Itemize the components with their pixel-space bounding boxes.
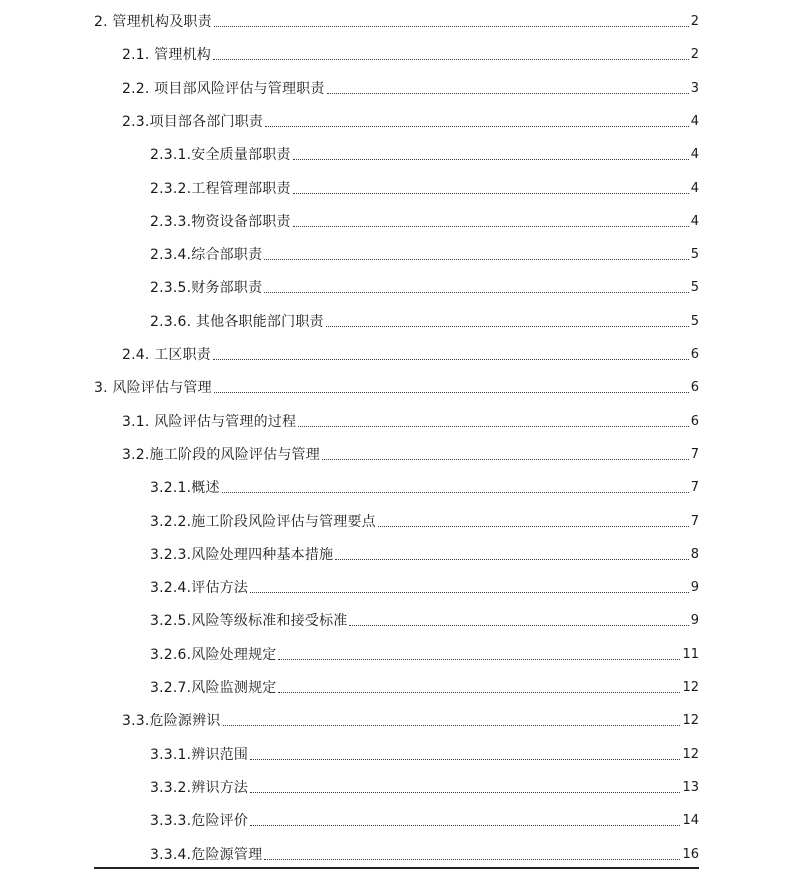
- toc-entry[interactable]: [150, 608, 699, 630]
- toc-page-number: 12: [682, 746, 699, 762]
- toc-entry[interactable]: [150, 775, 699, 797]
- toc-page-number: 4: [690, 113, 699, 129]
- toc-page-number: 12: [682, 680, 699, 695]
- toc-page-number: 7: [690, 446, 699, 462]
- toc-entry[interactable]: [150, 542, 699, 564]
- toc-entry-title: 2.3.项目部各部门职责: [122, 113, 264, 130]
- toc-page-number: 5: [690, 313, 699, 329]
- toc-entry-title: 2.2. 项目部风险评估与管理职责: [122, 80, 325, 97]
- toc-dot-leader: [250, 792, 680, 793]
- toc-dot-leader: [222, 492, 689, 493]
- toc-entry-title: 3.2.5.风险等级标准和接受标准: [150, 613, 348, 630]
- toc-page-number: 7: [690, 513, 699, 529]
- toc-page-number: 4: [690, 180, 699, 196]
- toc-entry-title: 2.3.2.工程管理部职责: [150, 180, 291, 197]
- toc-entry-title: 2.3.1.安全质量部职责: [150, 147, 291, 164]
- toc-entry-title: 2.3.5.财务部职责: [150, 280, 263, 297]
- toc-dot-leader: [326, 326, 689, 327]
- toc-dot-leader: [322, 459, 689, 460]
- toc-entry-title: 3.2.7.风险监测规定: [150, 680, 277, 696]
- toc-dot-leader: [293, 159, 689, 160]
- toc-page-number: 6: [690, 347, 699, 362]
- toc-entry-title: 3.3.危险源辨识: [122, 713, 221, 730]
- toc-entry[interactable]: [150, 675, 699, 697]
- toc-dot-leader: [293, 193, 689, 194]
- toc-dot-leader: [335, 559, 688, 560]
- toc-page-number: 16: [682, 846, 699, 862]
- toc-page-number: 2: [690, 14, 699, 29]
- toc-entry[interactable]: [150, 309, 699, 331]
- page-bottom-rule: [94, 867, 699, 869]
- toc-entry[interactable]: [150, 642, 699, 664]
- toc-page-number: 11: [682, 646, 699, 662]
- toc-entry[interactable]: [122, 409, 699, 431]
- toc-page-number: 6: [690, 413, 699, 429]
- toc-page-number: 4: [690, 213, 699, 229]
- toc-entry[interactable]: [150, 242, 699, 264]
- toc-entry[interactable]: [94, 375, 699, 397]
- toc-dot-leader: [293, 226, 689, 227]
- toc-dot-leader: [250, 825, 680, 826]
- toc-entry-title: 3.3.1.辨识范围: [150, 746, 249, 763]
- toc-entry-title: 3. 风险评估与管理: [94, 380, 212, 397]
- toc-dot-leader: [213, 359, 689, 360]
- toc-page-number: 5: [690, 247, 699, 263]
- toc-page-number: 5: [690, 280, 699, 296]
- toc-entry[interactable]: [150, 475, 699, 497]
- toc-page-number: 4: [690, 147, 699, 163]
- toc-entry[interactable]: [122, 42, 699, 64]
- toc-entry-title: 3.3.3.危险评价: [150, 813, 249, 830]
- toc-entry[interactable]: [122, 442, 699, 464]
- toc-page-number: 8: [690, 546, 699, 562]
- toc-page-number: 9: [690, 580, 699, 596]
- toc-entry[interactable]: [150, 275, 699, 297]
- toc-entry-title: 2.3.4.综合部职责: [150, 247, 263, 264]
- toc-entry-title: 3.2.施工阶段的风险评估与管理: [122, 446, 320, 463]
- toc-dot-leader: [213, 59, 689, 60]
- toc-entry-title: 3.2.6.风险处理规定: [150, 646, 277, 663]
- toc-entry-title: 3.2.1.概述: [150, 480, 220, 497]
- toc-entry[interactable]: [150, 742, 699, 764]
- toc-entry[interactable]: [150, 842, 699, 864]
- toc-dot-leader: [278, 659, 680, 660]
- toc-entry[interactable]: [150, 176, 699, 198]
- toc-dot-leader: [223, 725, 681, 726]
- toc-entry[interactable]: [122, 342, 699, 364]
- toc-entry-title: 2.1. 管理机构: [122, 47, 211, 64]
- toc-entry[interactable]: [122, 708, 699, 730]
- toc-page-number: 2: [690, 47, 699, 63]
- toc-entry[interactable]: [122, 76, 699, 98]
- toc-dot-leader: [378, 526, 689, 527]
- toc-dot-leader: [265, 126, 689, 127]
- toc-dot-leader: [349, 625, 688, 626]
- toc-page-number: 6: [690, 380, 699, 396]
- toc-entry-title: 3.3.4.危险源管理: [150, 846, 263, 863]
- toc-entry[interactable]: [150, 209, 699, 231]
- toc-entry[interactable]: [150, 575, 699, 597]
- toc-entry[interactable]: [150, 142, 699, 164]
- toc-dot-leader: [214, 26, 689, 27]
- toc-entry-title: 2.3.6. 其他各职能部门职责: [150, 313, 324, 330]
- toc-page-number: 13: [682, 779, 699, 795]
- toc-dot-leader: [278, 692, 680, 693]
- toc-entry[interactable]: [94, 9, 699, 31]
- toc-entry[interactable]: [122, 109, 699, 131]
- toc-dot-leader: [264, 259, 688, 260]
- toc-entry-title: 2.4. 工区职责: [122, 347, 211, 363]
- toc-entry-title: 3.2.4.评估方法: [150, 580, 249, 597]
- toc-entry-title: 2. 管理机构及职责: [94, 14, 212, 30]
- toc-entry-title: 2.3.3.物资设备部职责: [150, 213, 291, 230]
- toc-dot-leader: [250, 592, 689, 593]
- toc-entry[interactable]: [150, 808, 699, 830]
- toc-dot-leader: [264, 292, 688, 293]
- toc-page-number: 14: [682, 813, 699, 829]
- toc-dot-leader: [298, 426, 689, 427]
- toc-dot-leader: [214, 392, 689, 393]
- toc-dot-leader: [250, 759, 680, 760]
- toc-entry-title: 3.1. 风险评估与管理的过程: [122, 413, 297, 430]
- toc-entry-title: 3.2.2.施工阶段风险评估与管理要点: [150, 513, 376, 530]
- toc-entry-title: 3.3.2.辨识方法: [150, 779, 249, 796]
- toc-page-number: 9: [690, 613, 699, 629]
- toc-dot-leader: [264, 859, 680, 860]
- toc-page-number: 3: [690, 80, 699, 96]
- toc-entry[interactable]: [150, 509, 699, 531]
- toc-page-number: 7: [690, 480, 699, 496]
- toc-dot-leader: [327, 93, 689, 94]
- toc-page-number: 12: [682, 713, 699, 729]
- toc-entry-title: 3.2.3.风险处理四种基本措施: [150, 546, 334, 563]
